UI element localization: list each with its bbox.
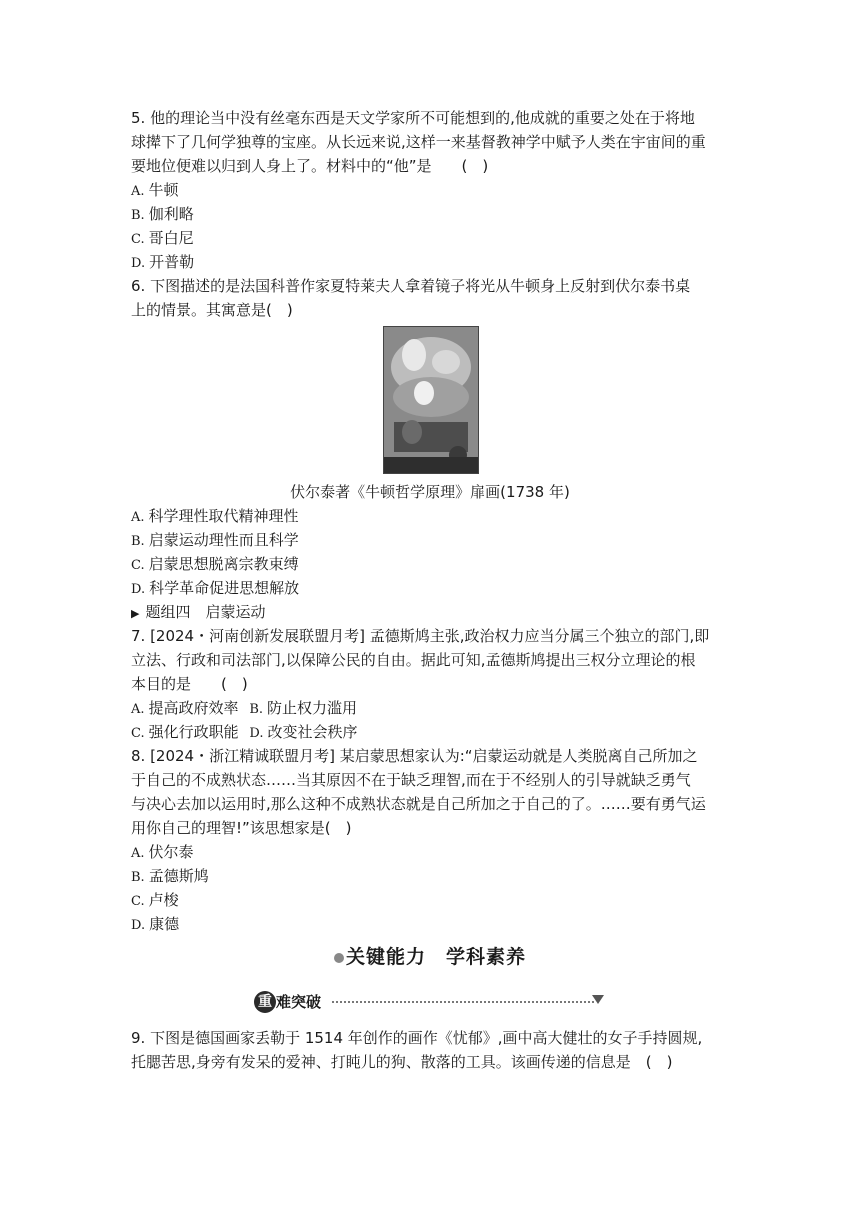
- q7-stem-line-2: 立法、行政和司法部门,以保障公民的自由。据此可知,孟德斯鸠提出三权分立理论的根: [131, 651, 696, 669]
- q8-stem-line-2: 于自己的不成熟状态……当其原因不在于缺乏理智,而在于不经别人的引导就缺乏勇气: [131, 771, 691, 789]
- q6-option-b[interactable]: B. 启蒙运动理性而且科学: [131, 531, 299, 549]
- q5-option-d[interactable]: D. 开普勒: [131, 253, 195, 271]
- subsection-banner: [254, 989, 606, 1017]
- q8-option-b[interactable]: B. 孟德斯鸠: [131, 867, 209, 885]
- engraving-illustration: [384, 327, 478, 473]
- q7-stem-line-1: 7. [2024・河南创新发展联盟月考] 孟德斯鸠主张,政治权力应当分属三个独立的部门,即: [131, 627, 710, 645]
- q5-stem-line-2: 球撵下了几何学独尊的宝座。从长远来说,这样一来基督教神学中赋予人类在宇宙间的重: [131, 133, 706, 151]
- q6-stem-line-1: 6. 下图描述的是法国科普作家夏特莱夫人拿着镜子将光从牛顿身上反射到伏尔泰书桌: [131, 277, 691, 295]
- q9-stem-line-1: 9. 下图是德国画家丢勒于 1514 年创作的画作《忧郁》,画中高大健壮的女子手持圆规,: [131, 1029, 703, 1047]
- q9-stem-line-2: 托腮苦思,身旁有发呆的爱神、打盹儿的狗、散落的工具。该画传递的信息是 ( ): [131, 1053, 673, 1071]
- figure-caption: 伏尔泰著《牛顿哲学原理》扉画(1738 年): [290, 483, 570, 501]
- dotted-rule: [332, 1001, 594, 1003]
- q6-option-d[interactable]: D. 科学革命促进思想解放: [131, 579, 300, 597]
- section-title: 关键能力 学科素养: [0, 944, 860, 970]
- triangle-marker-icon: ▶: [131, 607, 140, 620]
- q5-stem-line-3: 要地位便难以归到人身上了。材料中的“他”是 ( ): [131, 157, 489, 175]
- subsection-label: 难突破: [276, 993, 322, 1011]
- q7-option-d[interactable]: D. 改变社会秩序: [249, 723, 358, 741]
- q6-option-a[interactable]: A. 科学理性取代精神理性: [131, 507, 299, 525]
- q8-stem-line-1: 8. [2024・浙江精诚联盟月考] 某启蒙思想家认为:“启蒙运动就是人类脱离自己所加之: [131, 747, 698, 765]
- q6-stem-line-2: 上的情景。其寓意是( ): [131, 301, 293, 319]
- frontispiece-engraving-image: [383, 326, 479, 474]
- q7-options-row-1: [131, 696, 741, 722]
- q7-option-a[interactable]: A. 提高政府效率: [131, 699, 239, 717]
- q7-stem-line-3: 本目的是 ( ): [131, 675, 248, 693]
- q7-option-b[interactable]: B. 防止权力滥用: [249, 699, 358, 717]
- arrow-down-icon: [592, 995, 604, 1004]
- q8-option-d[interactable]: D. 康德: [131, 915, 180, 933]
- q5-option-a[interactable]: A. 牛顿: [131, 181, 179, 199]
- question-group-heading: ▶ 题组四 启蒙运动: [131, 603, 266, 621]
- q5-option-c[interactable]: C. 哥白尼: [131, 229, 194, 247]
- q8-stem-line-4: 用你自己的理智!”该思想家是( ): [131, 819, 352, 837]
- q5-option-b[interactable]: B. 伽利略: [131, 205, 194, 223]
- q5-stem-line-1: 5. 他的理论当中没有丝毫东西是天文学家所不可能想到的,他成就的重要之处在于将地: [131, 109, 695, 127]
- q8-option-a[interactable]: A. 伏尔泰: [131, 843, 194, 861]
- section-dot-icon: [334, 953, 344, 963]
- q7-options-row-2: [131, 720, 741, 746]
- q6-option-c[interactable]: C. 启蒙思想脱离宗教束缚: [131, 555, 299, 573]
- q8-stem-line-3: 与决心去加以运用时,那么这种不成熟状态就是自己所加之于自己的了。……要有勇气运: [131, 795, 706, 813]
- subsection-badge: 重: [254, 991, 276, 1013]
- q7-option-c[interactable]: C. 强化行政职能: [131, 723, 239, 741]
- q8-option-c[interactable]: C. 卢梭: [131, 891, 179, 909]
